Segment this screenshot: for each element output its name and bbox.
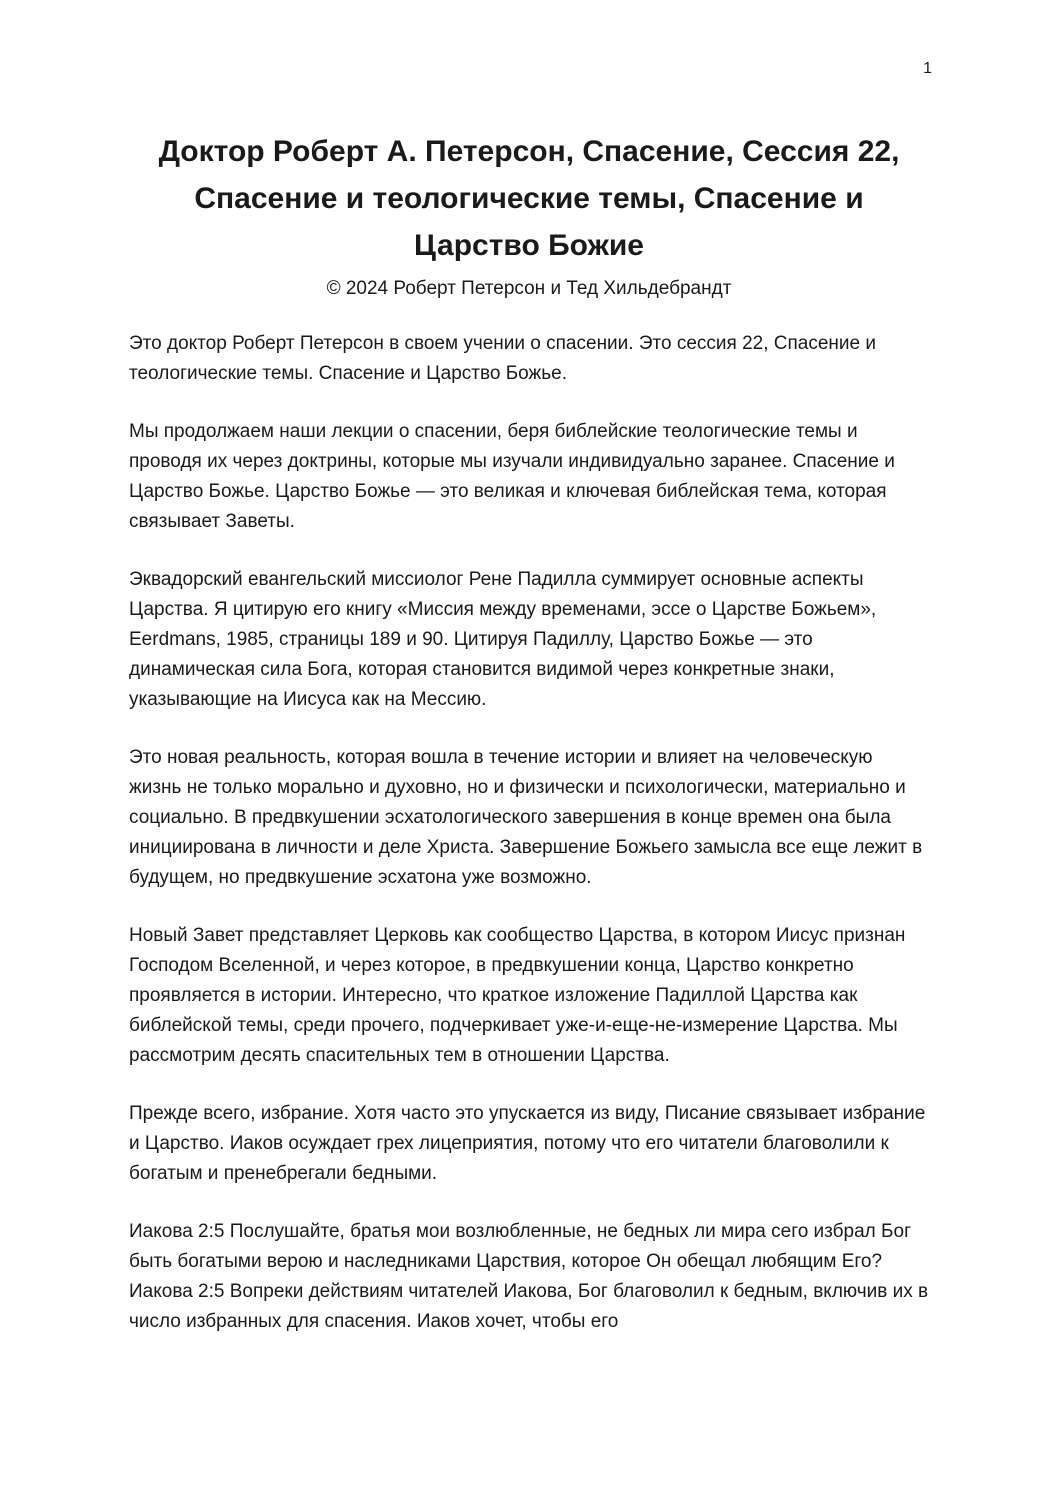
paragraph: Это новая реальность, которая вошла в течение истории и влияет на человеческую жизнь не только морально и духовно, но и физически и психологически, материально и социально. В предвкушении эсхатологического завершения в конце времен она была инициирована в личности и деле Христа. Завершение Божьего замысла все еще лежит в будущем, но предвкушение эсхатона уже возможно. [129, 747, 923, 888]
paragraph: Это доктор Роберт Петерсон в своем учении о спасении. Это сессия 22, Спасение и теологические темы. Спасение и Царство Божье. [129, 333, 876, 384]
paragraph: Эквадорский евангельский миссиолог Рене Падилла суммирует основные аспекты Царства. Я цитирую его книгу «Миссия между временами, эссе о Царстве Божьем», Eerdmans, 1985, страницы 189 и 90. Цитируя Падиллу, Царство Божье — это динамическая сила Бога, которая становится видимой через конкретные знаки, указывающие на Иисуса как на Мессию. [129, 569, 877, 710]
document-title: Доктор Роберт А. Петерсон, Спасение, Сессия 22, Спасение и теологические темы, Спасение и Царство Божие [158, 135, 900, 262]
copyright-line: © 2024 Роберт Петерсон и Тед Хильдебрандт [326, 278, 732, 299]
document-body [129, 329, 929, 1337]
page-number: 1 [923, 60, 932, 77]
paragraph: Прежде всего, избрание. Хотя часто это упускается из виду, Писание связывает избрание и Царство. Иаков осуждает грех лицеприятия, потому что его читатели благоволили к богатым и пренебрегали бедными. [129, 1103, 926, 1184]
paragraph: Новый Завет представляет Церковь как сообщество Царства, в котором Иисус признан Господом Вселенной, и через которое, в предвкушении конца, Царство конкретно проявляется в истории. Интересно, что краткое изложение Падиллой Царства как библейской темы, среди прочего, подчеркивает уже-и-еще-не-измерение Царства. Мы рассмотрим десять спасительных тем в отношении Царства. [129, 925, 906, 1066]
paragraph: Мы продолжаем наши лекции о спасении, беря библейские теологические темы и проводя их через доктрины, которые мы изучали индивидуально заранее. Спасение и Царство Божье. Царство Божье — это великая и ключевая библейская тема, которая связывает Заветы. [129, 421, 895, 532]
paragraph: Иакова 2:5 Послушайте, братья мои возлюбленные, не бедных ли мира сего избрал Бог быть богатыми верою и наследниками Царствия, которое Он обещал любящим Его? Иакова 2:5 Вопреки действиям читателей Иакова, Бог благоволил к бедным, включив их в число избранных для спасения. Иаков хочет, чтобы его [129, 1221, 929, 1332]
